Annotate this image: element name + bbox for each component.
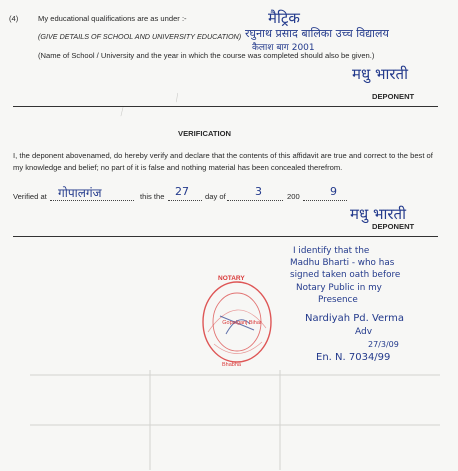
day-blank	[168, 200, 202, 201]
notary-registration-number: En. N. 7034/99	[316, 352, 391, 363]
verification-divider-line	[13, 236, 438, 237]
this-the-label: this the	[140, 192, 165, 201]
notary-note-line: signed taken oath before	[290, 270, 401, 280]
handwritten-day: 27	[175, 185, 189, 198]
year-blank	[303, 200, 347, 201]
stamp-center-text: Gopalganj Bihar	[222, 320, 262, 326]
item-number: (4)	[9, 14, 19, 23]
handwritten-verified-place: गोपालगंज	[58, 186, 102, 200]
verification-title: VERIFICATION	[178, 129, 232, 138]
qualifications-label: My educational qualifications are as under :-	[38, 14, 187, 23]
handwritten-qualification: मैट्रिक	[268, 9, 300, 27]
handwritten-month: 3	[255, 185, 262, 198]
stamp-top-text: NOTARY	[218, 275, 245, 282]
year-prefix-label: 200	[287, 192, 300, 201]
deponent-label: DEPONENT	[372, 92, 415, 101]
verified-at-label: Verified at	[13, 192, 47, 201]
notary-signature: Nardiyah Pd. Verma	[305, 313, 404, 324]
handwritten-year-digit: 9	[330, 185, 337, 198]
stamp-bottom-text: Bhabha	[222, 362, 241, 368]
handwritten-place-year: कैलाश बाग 2001	[252, 43, 315, 53]
day-of-label: day of	[205, 192, 226, 201]
education-details-label: (GIVE DETAILS OF SCHOOL AND UNIVERSITY EDUCATION)	[38, 32, 242, 41]
notary-note-line: Presence	[318, 295, 358, 305]
name-of-school-note: (Name of School / University and the year in which the course was completed should also be given.)	[38, 51, 375, 60]
divider-line	[13, 106, 438, 107]
verification-deponent-label: DEPONENT	[372, 222, 415, 231]
handwritten-school-name: रघुनाथ प्रसाद बालिका उच्च विद्यालय	[245, 27, 389, 40]
notary-note-line: I identify that the	[293, 246, 370, 256]
handwritten-deponent-signature: मधु भारती	[352, 65, 408, 83]
notary-note-line: Madhu Bharti - who has	[290, 258, 395, 268]
month-blank	[227, 200, 283, 201]
handwritten-verification-signature: मधु भारती	[350, 205, 406, 223]
bleed-through-mark: ╱	[119, 108, 126, 117]
verification-body: I, the deponent abovenamed, do hereby verify and declare that the contents of this affidavit are true and correct to the best of my knowledge and belief; no part of it is false and nothing material has been concealed therefrom.	[13, 151, 433, 172]
notary-note-line: Notary Public in my	[296, 283, 382, 293]
bleed-through-table	[30, 330, 440, 470]
bleed-through-mark: ╱	[174, 94, 181, 103]
notary-date: 27/3/09	[368, 340, 399, 349]
notary-designation: Adv	[355, 327, 373, 337]
